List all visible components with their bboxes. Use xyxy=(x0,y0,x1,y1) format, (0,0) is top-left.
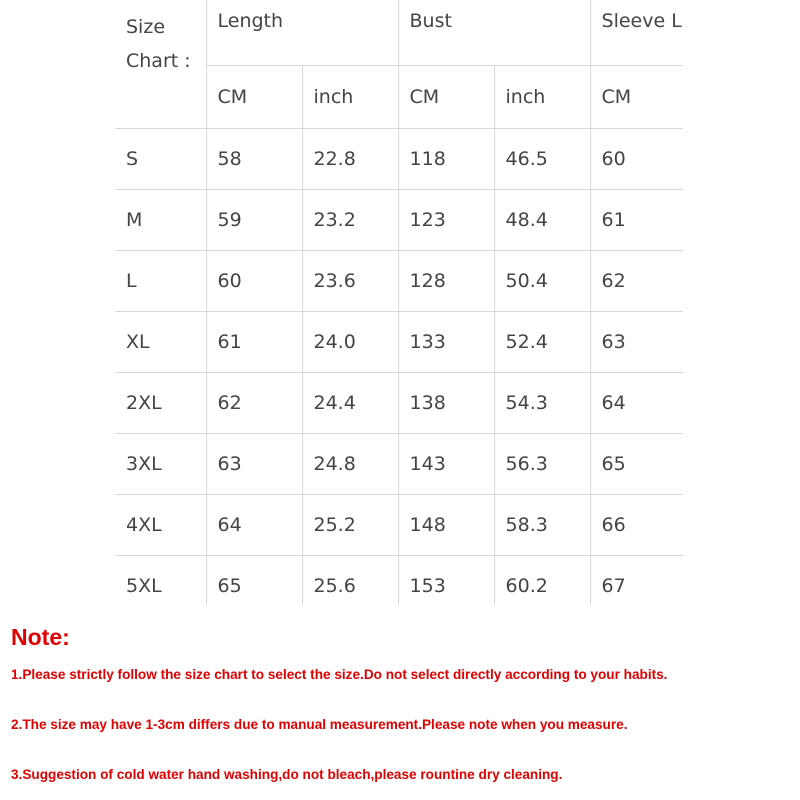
header-row-groups xyxy=(115,0,683,66)
length-in-cell: 24.4 xyxy=(302,373,398,434)
sleeve-cm-cell: 65 xyxy=(590,434,683,495)
size-chart-table xyxy=(115,0,683,605)
bust-in-cell: 48.4 xyxy=(494,190,590,251)
table-row xyxy=(115,373,683,434)
sleeve-cm-cell: 61 xyxy=(590,190,683,251)
table-row xyxy=(115,312,683,373)
note-title: Note: xyxy=(11,624,70,650)
bust-in-cell: 54.3 xyxy=(494,373,590,434)
bust-cm-cell: 128 xyxy=(398,251,494,312)
size-cell: 2XL xyxy=(115,373,206,434)
sleeve-cm-cell: 62 xyxy=(590,251,683,312)
length-cm-cell: 63 xyxy=(206,434,302,495)
size-cell: 3XL xyxy=(115,434,206,495)
length-cm-cell: 62 xyxy=(206,373,302,434)
length-cm-cell: 64 xyxy=(206,495,302,556)
sleeve-cm-cell: 60 xyxy=(590,129,683,190)
length-cm-cell: 59 xyxy=(206,190,302,251)
unit-length-cm: CM xyxy=(206,66,302,129)
bust-in-cell: 58.3 xyxy=(494,495,590,556)
table-row xyxy=(115,251,683,312)
length-in-cell: 25.2 xyxy=(302,495,398,556)
sleeve-cm-cell: 66 xyxy=(590,495,683,556)
bust-cm-cell: 153 xyxy=(398,556,494,606)
bust-cm-cell: 133 xyxy=(398,312,494,373)
size-cell: M xyxy=(115,190,206,251)
size-cell: L xyxy=(115,251,206,312)
unit-length-inch: inch xyxy=(302,66,398,129)
header-length: Length xyxy=(206,0,398,66)
size-cell: 4XL xyxy=(115,495,206,556)
unit-bust-inch: inch xyxy=(494,66,590,129)
size-chart-label: Size Chart : xyxy=(115,0,206,129)
unit-sleeve-cm: CM xyxy=(590,66,683,129)
bust-in-cell: 50.4 xyxy=(494,251,590,312)
length-in-cell: 25.6 xyxy=(302,556,398,606)
bust-cm-cell: 118 xyxy=(398,129,494,190)
bust-in-cell: 46.5 xyxy=(494,129,590,190)
size-chart xyxy=(115,0,683,605)
table-row xyxy=(115,495,683,556)
bust-cm-cell: 143 xyxy=(398,434,494,495)
length-cm-cell: 65 xyxy=(206,556,302,606)
sleeve-cm-cell: 64 xyxy=(590,373,683,434)
length-in-cell: 23.2 xyxy=(302,190,398,251)
table-row xyxy=(115,434,683,495)
length-cm-cell: 61 xyxy=(206,312,302,373)
length-in-cell: 24.0 xyxy=(302,312,398,373)
sleeve-cm-cell: 67 xyxy=(590,556,683,606)
size-cell: S xyxy=(115,129,206,190)
size-cell: XL xyxy=(115,312,206,373)
notes-section xyxy=(11,620,796,782)
note-line-2: 2.The size may have 1-3cm differs due to manual measurement.Please note when you measure. xyxy=(11,717,628,732)
note-line-3: 3.Suggestion of cold water hand washing,do not bleach,please rountine dry cleaning. xyxy=(11,767,563,782)
unit-bust-cm: CM xyxy=(398,66,494,129)
bust-cm-cell: 148 xyxy=(398,495,494,556)
length-in-cell: 24.8 xyxy=(302,434,398,495)
length-in-cell: 22.8 xyxy=(302,129,398,190)
table-row xyxy=(115,556,683,606)
table-row xyxy=(115,190,683,251)
bust-cm-cell: 123 xyxy=(398,190,494,251)
note-line-1: 1.Please strictly follow the size chart to select the size.Do not select directly according to your habits. xyxy=(11,667,668,682)
bust-cm-cell: 138 xyxy=(398,373,494,434)
header-sleeve: Sleeve L xyxy=(590,0,683,66)
header-bust: Bust xyxy=(398,0,590,66)
bust-in-cell: 60.2 xyxy=(494,556,590,606)
sleeve-cm-cell: 63 xyxy=(590,312,683,373)
table-row xyxy=(115,129,683,190)
length-cm-cell: 58 xyxy=(206,129,302,190)
length-cm-cell: 60 xyxy=(206,251,302,312)
size-cell: 5XL xyxy=(115,556,206,606)
bust-in-cell: 56.3 xyxy=(494,434,590,495)
length-in-cell: 23.6 xyxy=(302,251,398,312)
bust-in-cell: 52.4 xyxy=(494,312,590,373)
